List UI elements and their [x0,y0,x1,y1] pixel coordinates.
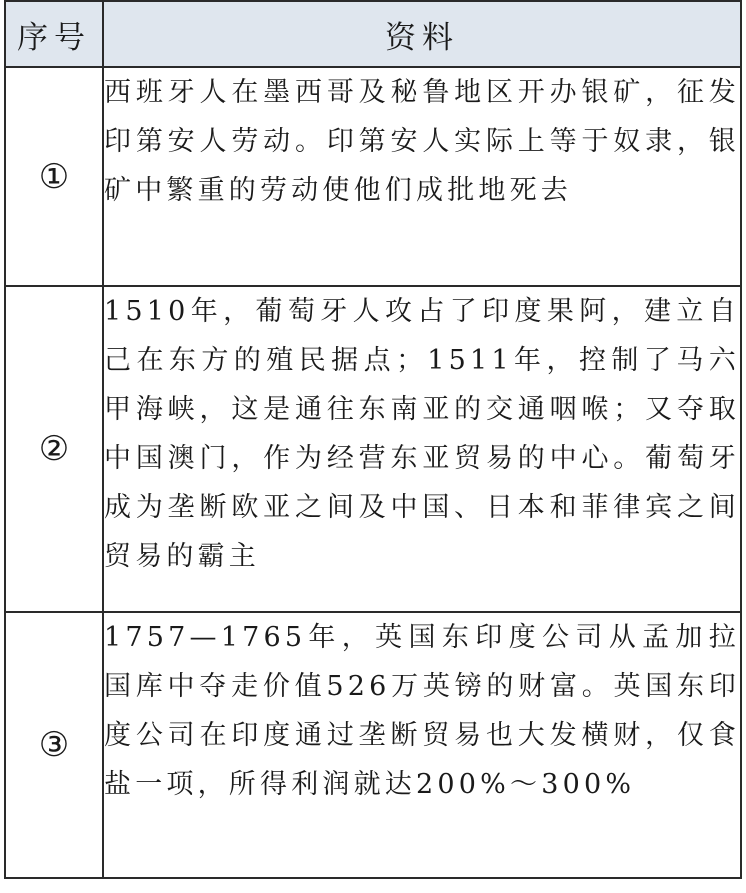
row-text: 西班牙人在墨西哥及秘鲁地区开办银矿，征发印第安人劳动。印第安人实际上等于奴隶，银矿中繁重的劳动使他们成批地死去 [103,67,741,286]
table-header-row [5,1,741,67]
source-material-table [4,0,742,879]
row-number: ① [5,67,103,286]
row-number: ② [5,286,103,612]
table-row [5,286,741,612]
row-text: 1510年，葡萄牙人攻占了印度果阿，建立自己在东方的殖民据点；1511年，控制了马六甲海峡，这是通往东南亚的交通咽喉；又夺取中国澳门，作为经营东亚贸易的中心。葡萄牙成为垄断欧亚之间及中国、日本和菲律宾之间贸易的霸主 [103,286,741,612]
row-text: 1757—1765年，英国东印度公司从孟加拉国库中夺走价值526万英镑的财富。英国东印度公司在印度通过垄断贸易也大发横财，仅食盐一项，所得利润就达200%～300% [103,612,741,878]
header-serial-number: 序号 [5,1,103,67]
table-row [5,67,741,286]
row-number: ③ [5,612,103,878]
table-row [5,612,741,878]
header-material: 资料 [103,1,741,67]
